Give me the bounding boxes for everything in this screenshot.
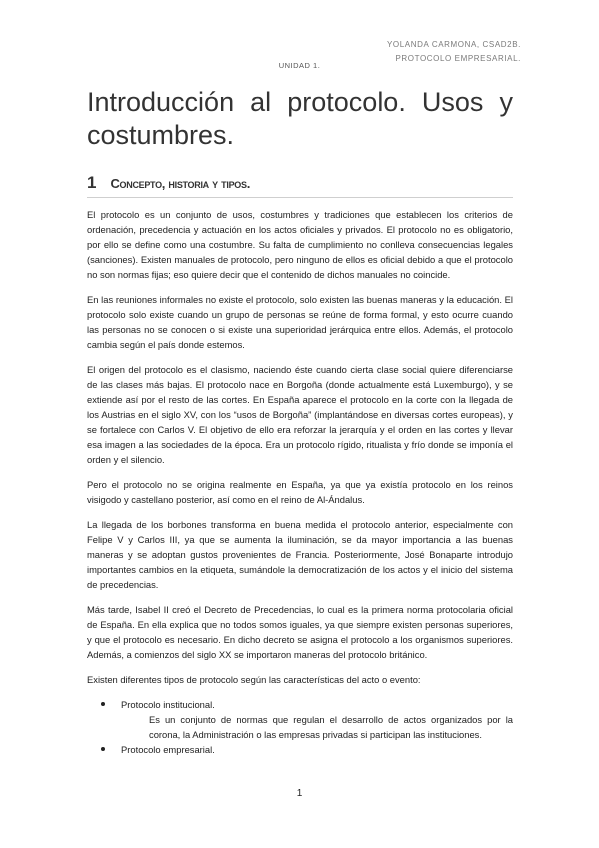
paragraph: La llegada de los borbones transforma en buena medida el protocolo anterior, especialmente con Felipe V y Carlos III, ya que se aumenta la iluminación, se da mayor importancia a las buenas maneras y se adoptan gustos provenientes de Francia. Posteriormente, José Bonaparte introdujo importantes cambios en la etiqueta, sumándole la democratización de los actos y el inicio del sistema de precedencias. (87, 519, 513, 590)
section-title: Concepto, historia y tipos. (110, 176, 251, 191)
paragraph: En las reuniones informales no existe el protocolo, solo existen las buenas maneras y la educación. El protocolo solo existe cuando un grupo de personas se reúne de forma formal, y esto ocurre cuando las personas no se conocen o si existe una superioridad jerárquica entre ellos. Además, el protocolo cambia según el país donde estemos. (87, 294, 513, 350)
list-item-description: Es un conjunto de normas que regulan el desarrollo de actos organizados por la corona, la Administración o las empresas privadas si participan las instituciones. (149, 714, 513, 740)
section-heading (87, 173, 513, 198)
paragraph: El origen del protocolo es el clasismo, naciendo éste cuando cierta clase social quiere diferenciarse de las clases más bajas. El protocolo nace en Borgoña (donde actualmente está Luxemburgo), y se extiende así por el resto de las cortes. En España aparece el protocolo en la corte con la llegada de los Austrias en el siglo XV, con los “usos de Borgoña” (implantándose en diversas cortes europeas), y se fortalece con Carlos V. El objetivo de ello era reforzar la jerarquía y el orden en las cortes y llevar esa imagen a las sociedades de la época. Era un protocolo rígido, ritualista y frío donde se imponía el orden y el silencio. (87, 364, 513, 465)
bullet-icon (101, 747, 105, 751)
list-item-label: Protocolo institucional. (121, 699, 215, 710)
list-item (87, 742, 513, 757)
section-number: 1 (87, 173, 97, 192)
paragraph: Más tarde, Isabel II creó el Decreto de Precedencias, lo cual es la primera norma protocolaria oficial de España. En ella explica que no todos somos iguales, ya que siempre existen personas superiores, y que el protocolo es necesario. En dicho decreto se asigna el protocolo a los organismos superiores. Además, a comienzos del siglo XX se importaron maneras del protocolo británico. (87, 604, 513, 660)
header-author: YOLANDA CARMONA, CSAD2B. (387, 40, 521, 49)
paragraph: El protocolo es un conjunto de usos, costumbres y tradiciones que establecen los criterios de ordenación, precedencia y actuación en los actos oficiales y privados. El protocolo no es obligatorio, por ello se define como una costumbre. Su falta de cumplimiento no conlleva consecuencias legales (sanciones). Existen manuales de protocolo, pero ninguno de ellos es oficial debido a que el protocolo no son normas fijas; eso quiere decir que el contenido de dichos manuales no coincide. (87, 209, 513, 280)
list-item-label: Protocolo empresarial. (121, 744, 215, 755)
page-number: 1 (296, 788, 303, 799)
unit-label: UNIDAD 1. (278, 61, 321, 70)
page-title: Introducción al protocolo. Usos y costumbres. (87, 87, 513, 150)
header-course: PROTOCOLO EMPRESARIAL. (395, 54, 521, 63)
bullet-icon (101, 702, 105, 706)
body-content (87, 207, 513, 757)
paragraph: Pero el protocolo no se origina realmente en España, ya que ya existía protocolo en los reinos visigodo y castellano posterior, así como en el reino de Al-Ándalus. (87, 479, 513, 505)
list-item (87, 697, 513, 742)
paragraph: Existen diferentes tipos de protocolo según las características del acto o evento: (87, 674, 421, 685)
protocol-types-list (87, 697, 513, 757)
